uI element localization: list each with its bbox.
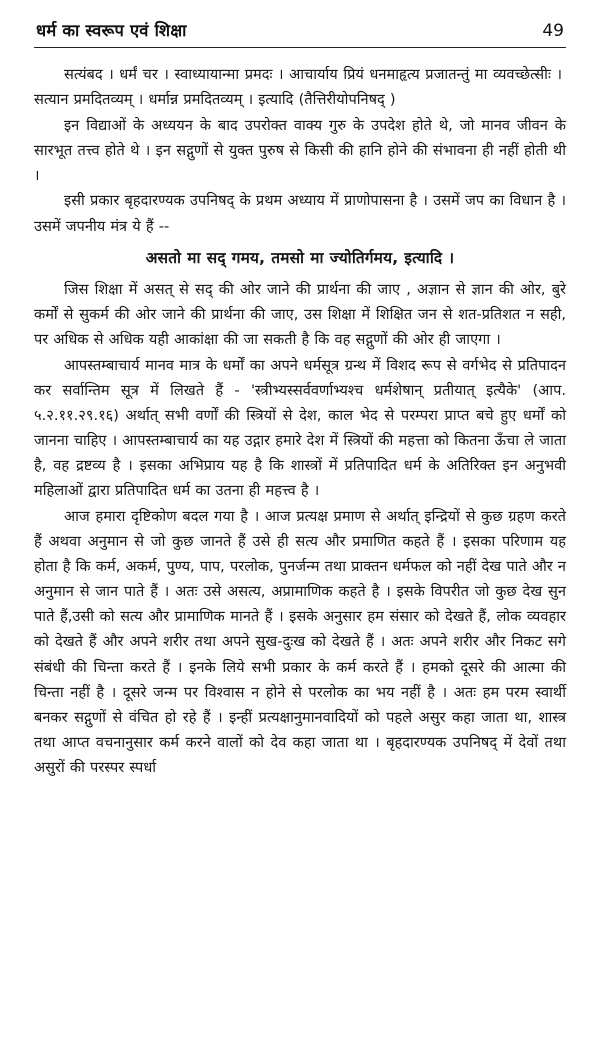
paragraph-quote-sanskrit: सत्यंबद । धर्मं चर । स्वाध्यायान्मा प्रमदः । आचार्याय प्रियं धनमाहृत्य प्रजातन्तुं मा व्यवच्छेत्सीः । सत्यान प्रमदितव्यम् । धर्मान्न प्रमदितव्यम् । इत्यादि (तैत्तिरीयोपनिषद् ) [34, 66, 562, 109]
header-divider [34, 47, 566, 48]
paragraph-5: आज हमारा दृष्टिकोण बदल गया है । आज प्रत्यक्ष प्रमाण से अर्थात् इन्द्रियों से कुछ ग्रहण करते हैं अथवा अनुमान से जो कुछ जानते हैं उसे ही सत्य और प्रमाणित कहते हैं । इसका परिणाम यह होता है कि कर्म, अकर्म, पुण्य, पाप, परलोक, पुनर्जन्म तथा प्राक्तन धर्मफल को नहीं देख पाते और न अनुमान से जान पाते हैं । अतः उसे असत्य, अप्रामाणिक कहते है । इसके विपरीत जो कुछ देख सुन पाते हैं,उसी को सत्य और प्रामाणिक मानते हैं । इसके अनुसार हम संसार को देखते हैं, लोक व्यवहार को देखते हैं और अपने शरीर तथा अपने सुख-दुःख को देखते हैं । अतः अपने शरीर और निकट सगे संबंधी की चिन्ता करते हैं । इनके लिये सभी प्रकार के कर्म करते हैं । हमको दूसरे की आत्मा की चिन्ता नहीं है । दूसरे जन्म पर विश्वास न होने से परलोक का भय नहीं है । अतः हम परम स्वार्थी बनकर सद्गुणों से वंचित हो रहे हैं । इन्हीं प्रत्यक्षानुमानवादियों को पहले असुर कहा जाता था, शास्त्र तथा आप्त वचनानुसार कर्म करने वालों को देव कहा जाता था । बृहदारण्यक उपनिषद् में देवों तथा असुरों की परस्पर स्पर्धा [34, 507, 566, 776]
paragraph-1: इन विद्याओं के अध्ययन के बाद उपरोक्त वाक्य गुरु के उपदेश होते थे, जो मानव जीवन के सारभूत तत्त्व होते थे । इन सद्गुणों से युक्त पुरुष से किसी की हानि होने की संभावना ही नहीं होती थी । [34, 116, 566, 184]
page-number: 49 [542, 21, 564, 41]
running-head-title: धर्म का स्वरूप एवं शिक्षा [36, 21, 187, 40]
paragraph-4: आपस्तम्बाचार्य मानव मात्र के धर्मों का अपने धर्मसूत्र ग्रन्थ में विशद रूप से वर्गभेद से प्रतिपादन कर सर्वान्तिम सूत्र में लिखते हैं - 'स्त्रीभ्यस्सर्ववर्णाभ्यश्च धर्मशेषान् प्रतीयात् इत्यैके' (आप. ५.२.११.२९.१६) अर्थात् सभी वर्णों की स्त्रियों से देश, काल भेद से परम्परा प्राप्त बचे हुए धर्मों को जानना चाहिए । आपस्तम्बाचार्य का यह उद्गार हमारे देश में स्त्रियों की महत्ता को कितना ऊँचा ले जाता है, वह द्रष्टव्य है । इसका अभिप्राय यह है कि शास्त्रों में प्रतिपादित धर्म के अतिरिक्त इन अनुभवी महिलाओं द्वारा प्रतिपादित धर्म का उतना ही महत्त्व है । [34, 356, 566, 500]
page-header [34, 18, 566, 41]
verse-asato-ma: असतो मा सद् गमय, तमसो मा ज्योतिर्गमय, इत्यादि । [145, 248, 455, 267]
page-body [34, 62, 566, 780]
paragraph-3: जिस शिक्षा में असत् से सद् की ओर जाने की प्रार्थना की जाए , अज्ञान से ज्ञान की ओर, बुरे कर्मों से सुकर्म की ओर जाने की प्रार्थना की जाए, उस शिक्षा में शिक्षित जन से शत-प्रतिशत न सही, पर अधिक से अधिक यही आकांक्षा की जा सकती है कि वह सद्गुणों की ओर ही जाएगा । [34, 281, 566, 349]
paragraph-2: इसी प्रकार बृहदारण्यक उपनिषद् के प्रथम अध्याय में प्राणोपासना है । उसमें जप का विधान है । उसमें जपनीय मंत्र ये हैं -- [34, 192, 566, 235]
